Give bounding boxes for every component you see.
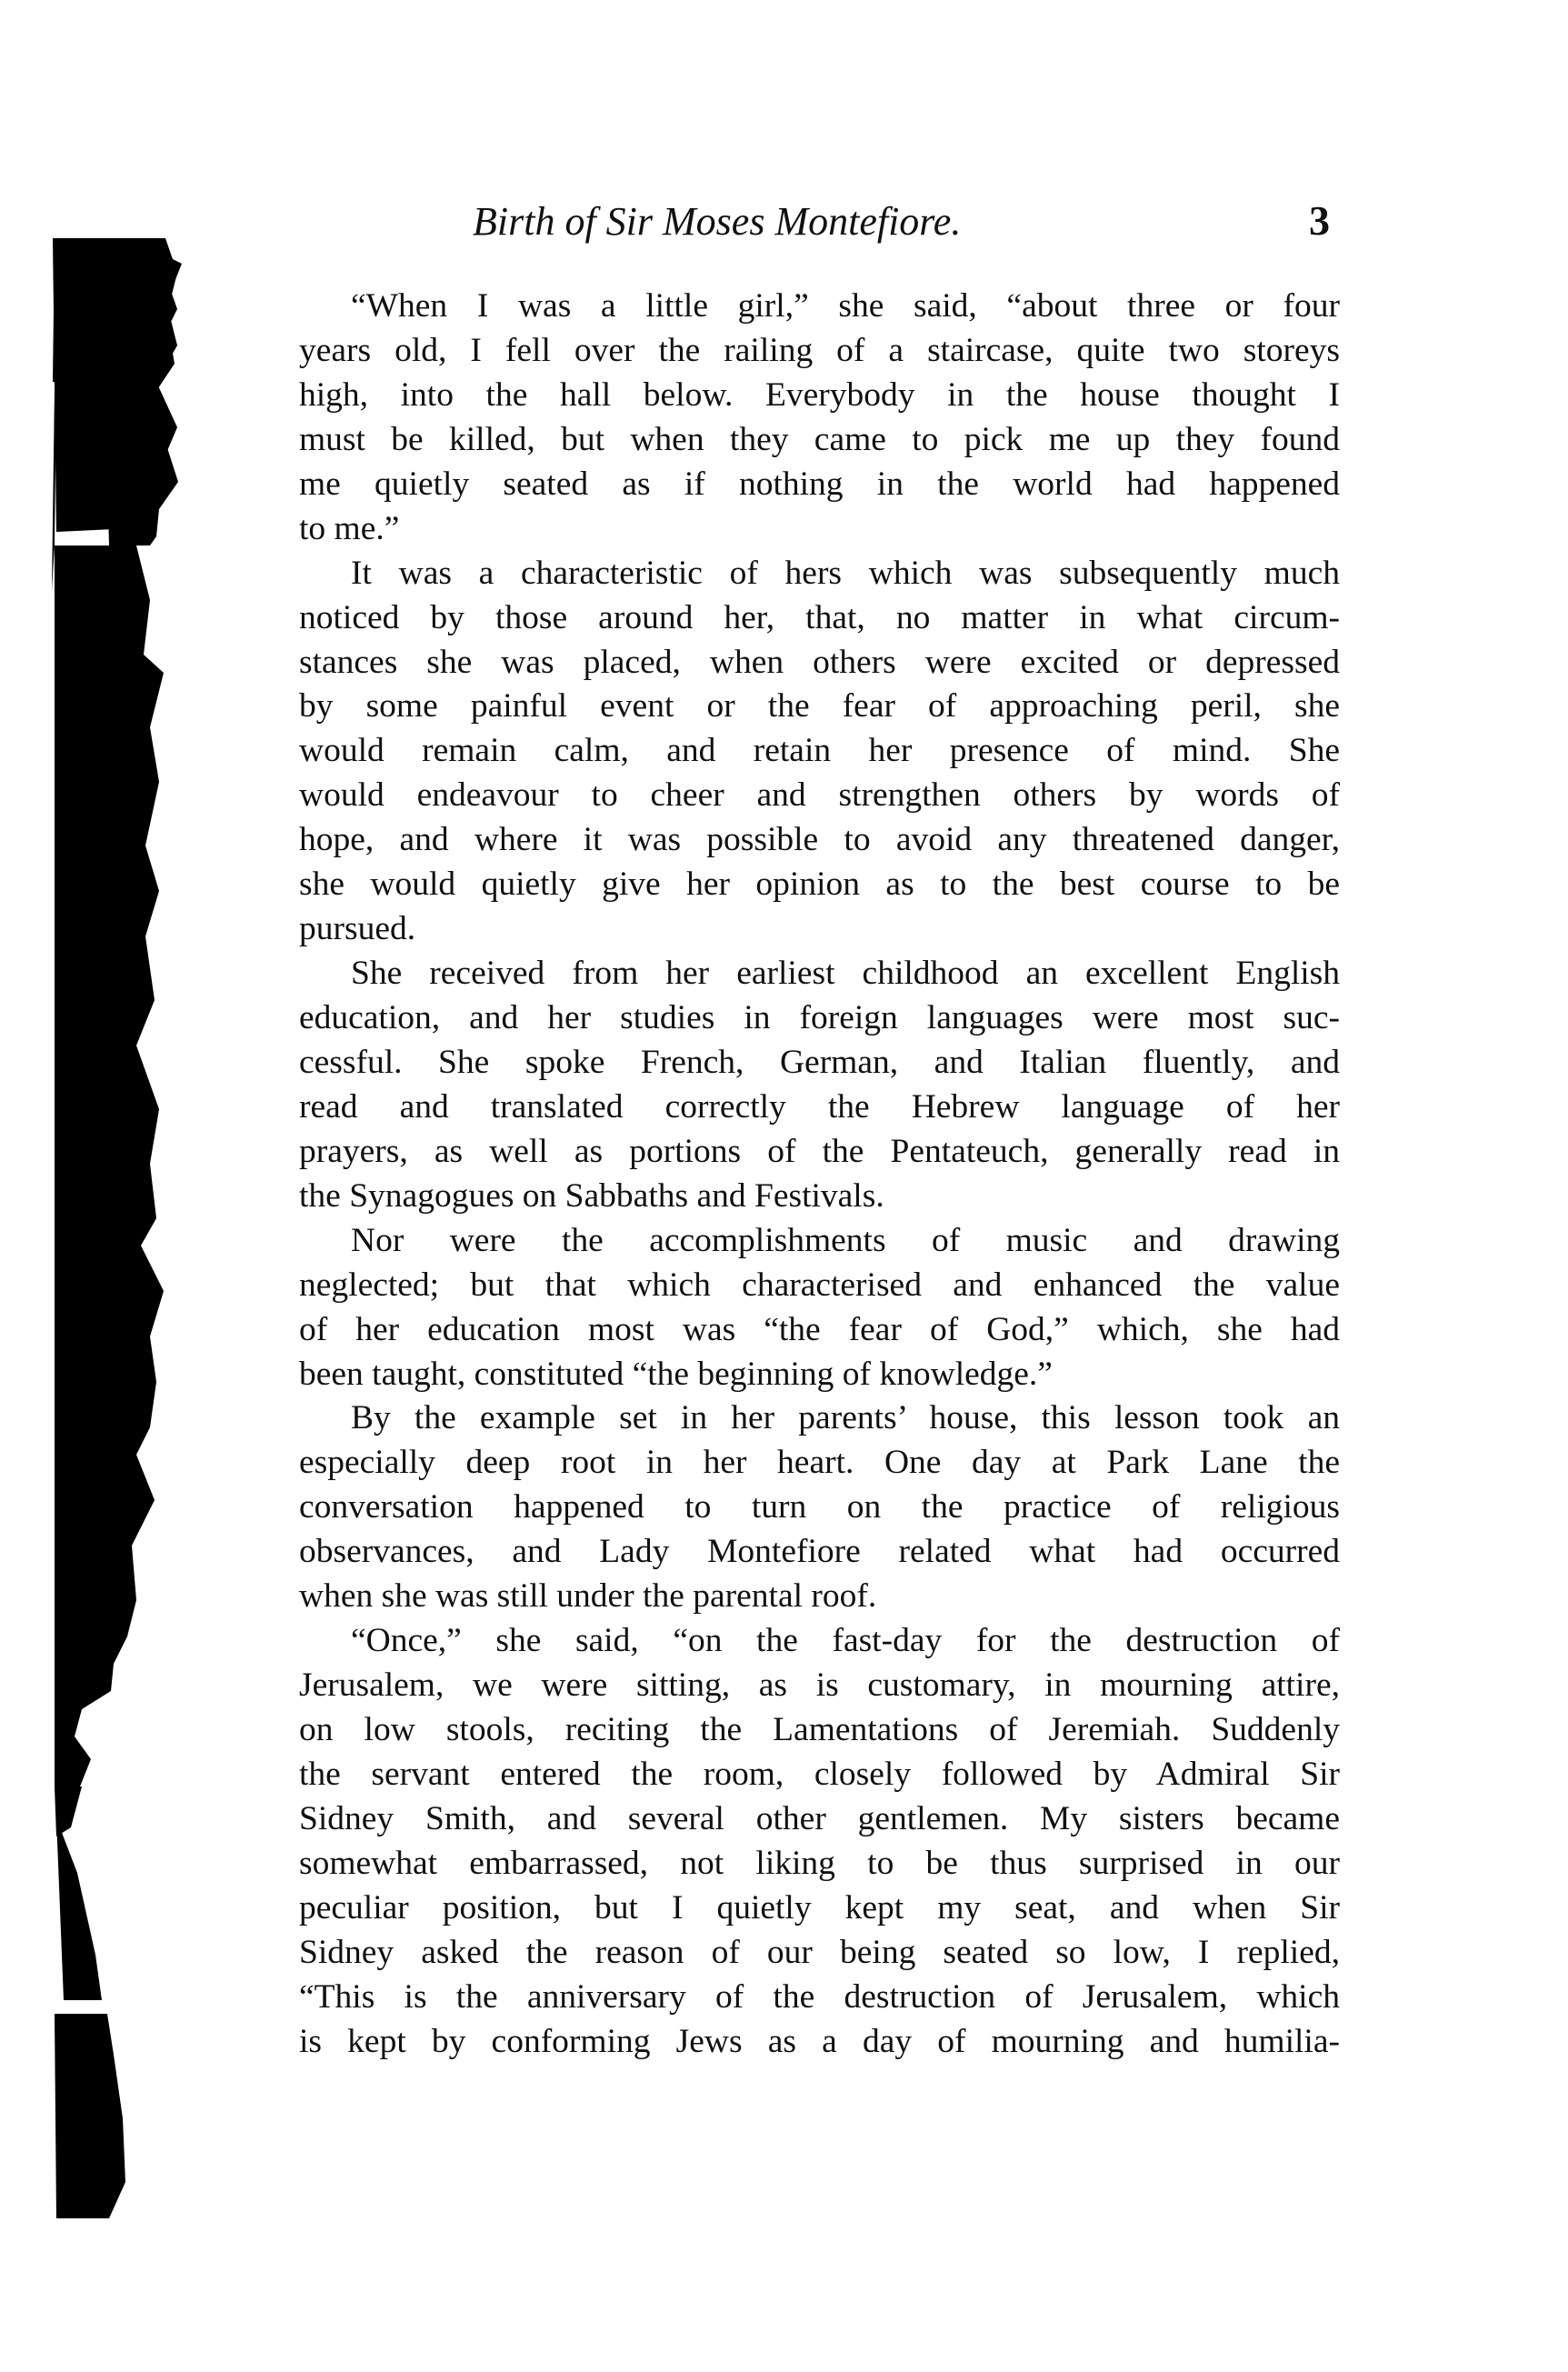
text-line: By the example set in her parents’ house, this lesson took an bbox=[351, 1399, 1340, 1437]
text-line: of her education most was “the fear of God,” which, she had bbox=[299, 1310, 1340, 1348]
text-line: read and translated correctly the Hebrew language of her bbox=[299, 1087, 1340, 1126]
text-line: Jerusalem, we were sitting, as is customary, in mourning attire, bbox=[299, 1666, 1340, 1705]
text-line: cessful. She spoke French, German, and Italian fluently, and bbox=[299, 1043, 1340, 1081]
paragraph bbox=[299, 552, 1340, 952]
text-line: been taught, constituted “the beginning of knowledge.” bbox=[299, 1355, 1053, 1393]
text-line: peculiar position, but I quietly kept my seat, and when Sir bbox=[299, 1888, 1340, 1927]
text-line: noticed by those around her, that, no matter in what circum- bbox=[299, 598, 1340, 636]
running-head-title: Birth of Sir Moses Montefiore. bbox=[473, 199, 962, 244]
text-line: hope, and where it was possible to avoid any threatened danger, bbox=[299, 821, 1340, 859]
text-line: on low stools, reciting the Lamentations of Jeremiah. Suddenly bbox=[299, 1711, 1340, 1748]
text-line: by some painful event or the fear of approaching peril, she bbox=[299, 687, 1340, 726]
text-line: conversation happened to turn on the practice of religious bbox=[299, 1488, 1340, 1526]
text-line: she would quietly give her opinion as to the best course to be bbox=[299, 866, 1340, 904]
scanned-page-edge-shadow bbox=[0, 0, 236, 2372]
paragraph bbox=[299, 1219, 1340, 1397]
text-line: the Synagogues on Sabbaths and Festivals. bbox=[299, 1176, 884, 1215]
text-line: observances, and Lady Montefiore related what had occurred bbox=[299, 1533, 1340, 1571]
text-line: is kept by conforming Jews as a day of mourning and humilia- bbox=[299, 2022, 1340, 2060]
body-text bbox=[299, 285, 1340, 2065]
text-line: somewhat embarrassed, not liking to be thus surprised in our bbox=[299, 1844, 1340, 1882]
text-line: would remain calm, and retain her presence of mind. She bbox=[299, 732, 1340, 770]
text-line: “Once,” she said, “on the fast-day for the destruction of bbox=[351, 1622, 1340, 1660]
text-line: She received from her earliest childhood an excellent English bbox=[351, 955, 1340, 993]
page-number: 3 bbox=[1309, 197, 1330, 244]
text-line: prayers, as well as portions of the Pentateuch, generally read in bbox=[299, 1132, 1340, 1170]
text-line: especially deep root in her heart. One day at Park Lane the bbox=[299, 1444, 1340, 1482]
text-line: high, into the hall below. Everybody in the house thought I bbox=[299, 375, 1340, 414]
text-line: neglected; but that which characterised and enhanced the value bbox=[299, 1266, 1340, 1304]
text-line: pursued. bbox=[299, 910, 416, 948]
paragraph bbox=[299, 1396, 1340, 1619]
text-line: Sidney Smith, and several other gentlemen. My sisters became bbox=[299, 1799, 1340, 1837]
text-line: education, and her studies in foreign languages were most suc- bbox=[299, 999, 1340, 1036]
text-line: “This is the anniversary of the destruction of Jerusalem, which bbox=[299, 1977, 1340, 2016]
text-line: would endeavour to cheer and strengthen others by words of bbox=[299, 776, 1340, 815]
paragraph bbox=[299, 285, 1340, 552]
text-line: It was a characteristic of hers which was subsequently much bbox=[351, 554, 1340, 592]
paragraph bbox=[299, 1619, 1340, 2064]
text-line: stances she was placed, when others were excited or depressed bbox=[299, 643, 1340, 681]
paragraph bbox=[299, 952, 1340, 1219]
text-line: Nor were the accomplishments of music and drawing bbox=[351, 1221, 1340, 1259]
text-line: to me.” bbox=[299, 509, 400, 547]
text-line: must be killed, but when they came to pick me up they found bbox=[299, 420, 1340, 458]
text-line: me quietly seated as if nothing in the world had happened bbox=[299, 465, 1340, 503]
text-line: Sidney asked the reason of our being seated so low, I replied, bbox=[299, 1933, 1340, 1971]
text-line: the servant entered the room, closely followed by Admiral Sir bbox=[299, 1755, 1340, 1793]
text-line: “When I was a little girl,” she said, “about three or four bbox=[351, 287, 1340, 325]
text-line: years old, I fell over the railing of a staircase, quite two storeys bbox=[299, 331, 1340, 369]
text-line: when she was still under the parental roof. bbox=[299, 1577, 877, 1616]
